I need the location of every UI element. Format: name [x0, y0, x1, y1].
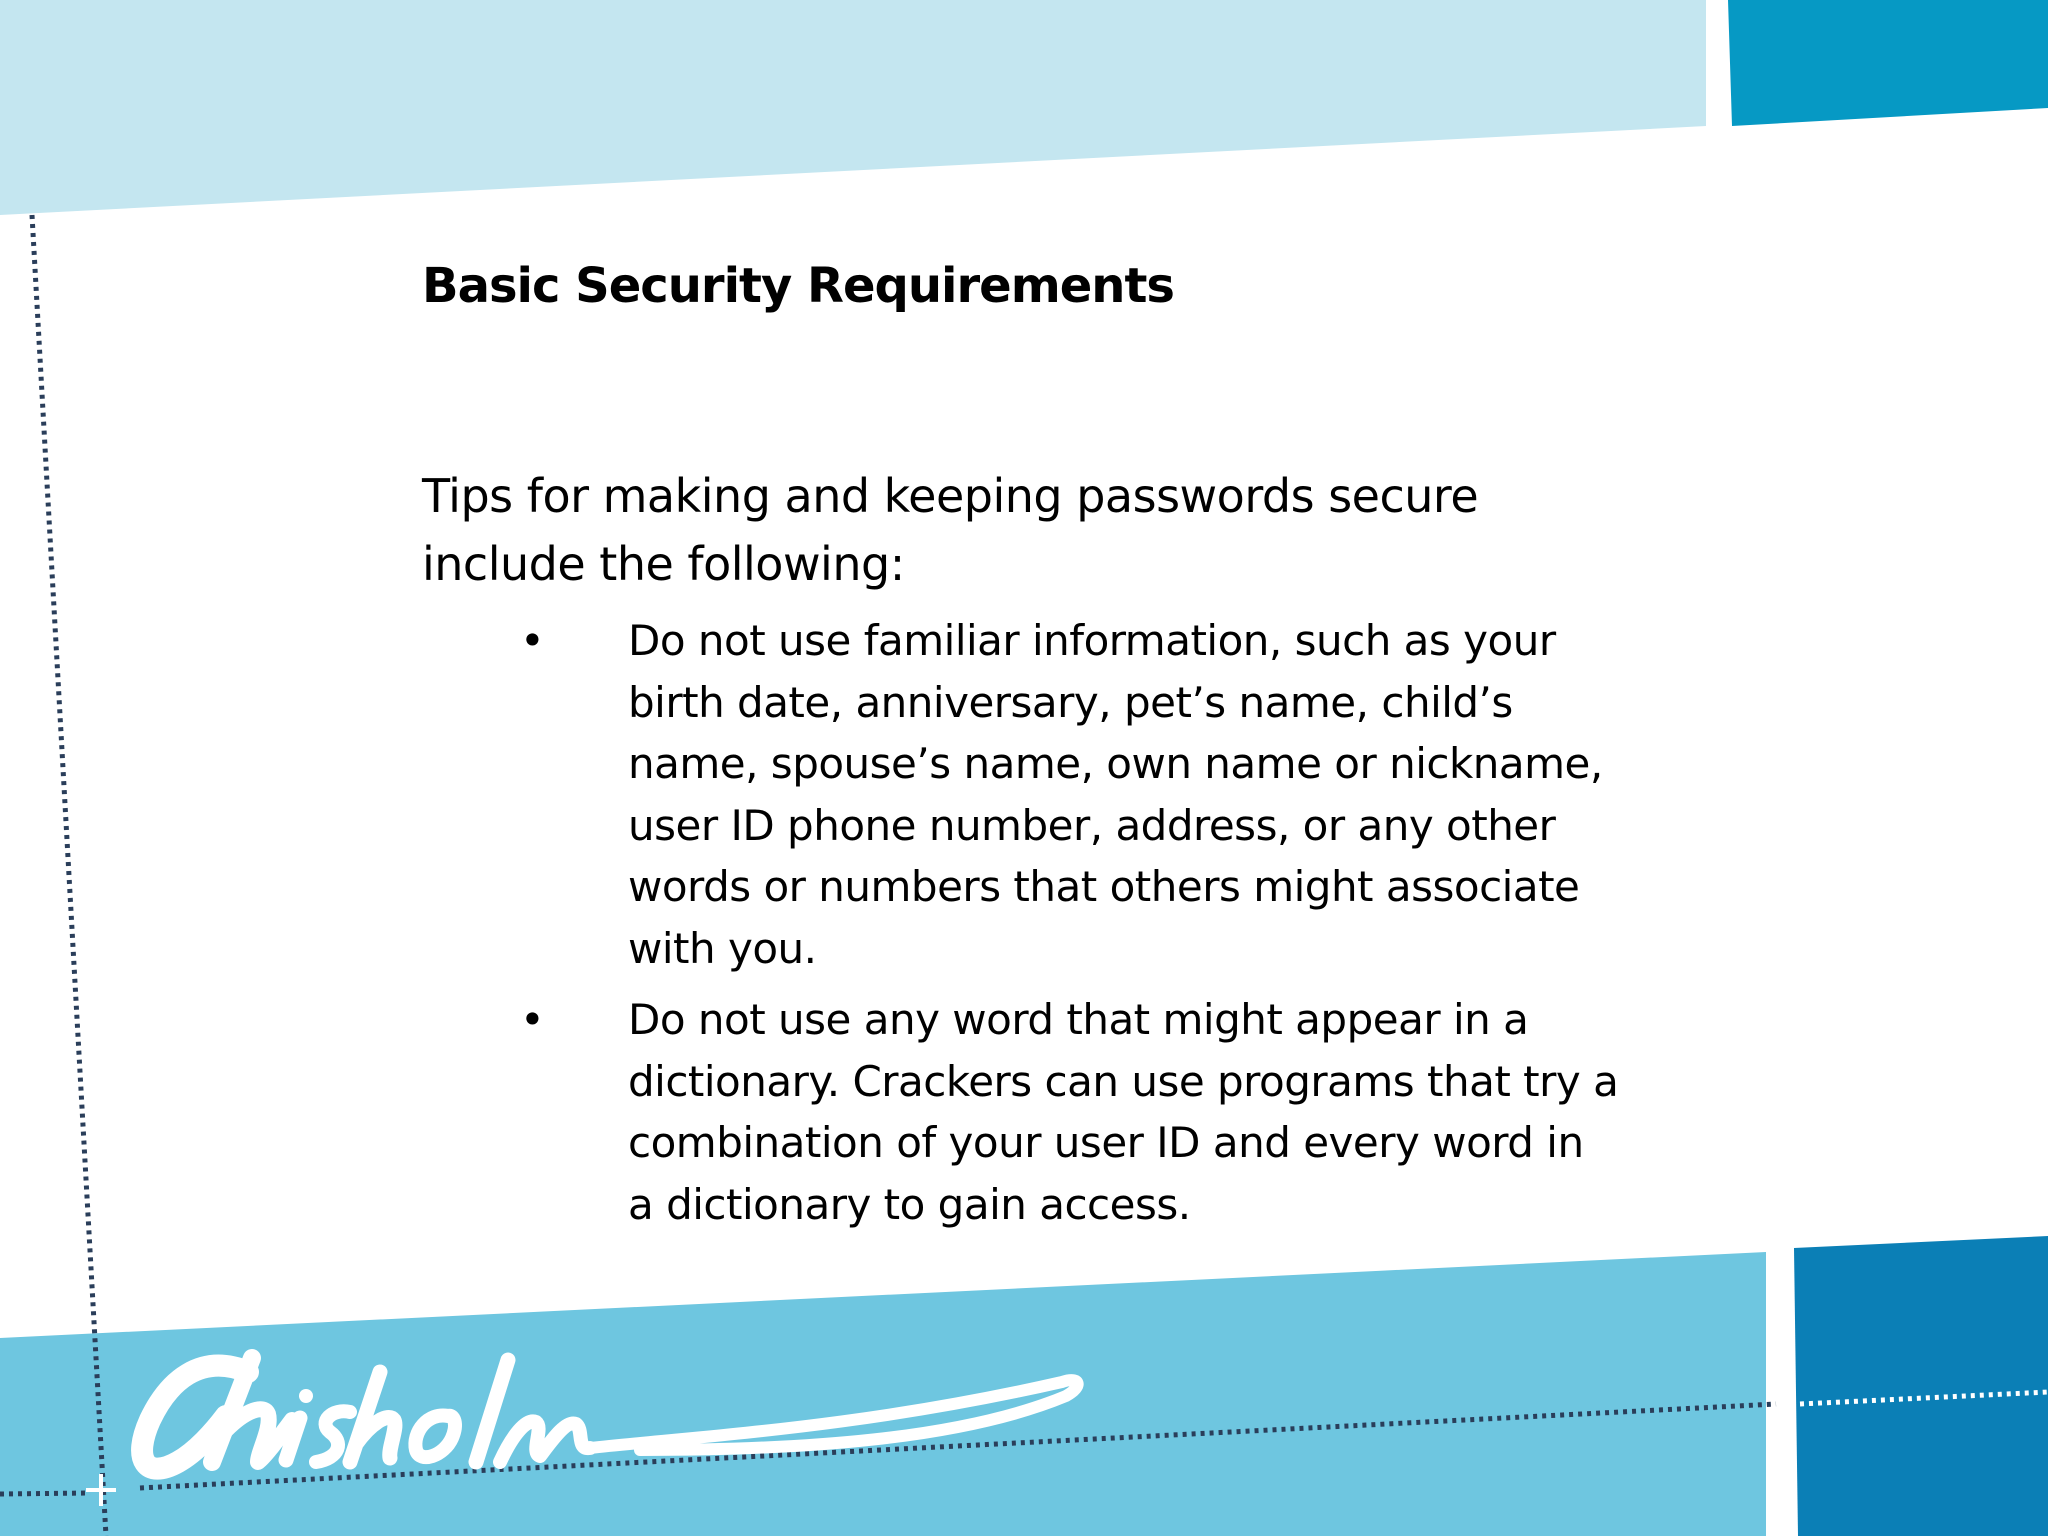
top-light-blue-band: [0, 0, 1706, 215]
bullet-text: Do not use any word that might appear in a dictionary. Crackers can use programs that try a combination of your user ID and every word in a dictionary to gain access.: [628, 995, 1619, 1229]
slide-title: Basic Security Requirements: [422, 258, 1174, 314]
bullet-item: [520, 610, 1620, 979]
top-right-blue-block: [1728, 0, 2048, 126]
bullet-item: [520, 989, 1620, 1235]
bullet-text: Do not use familiar information, such as your birth date, anniversary, pet’s name, child’s name, spouse’s name, own name or nickname, user ID phone number, address, or any other words or numbers that others might associate with you.: [628, 616, 1603, 973]
bullet-marker: •: [520, 995, 545, 1044]
bottom-blue-band: [0, 1252, 1766, 1536]
intro-paragraph: Tips for making and keeping passwords secure include the following:: [422, 469, 1479, 591]
bullet-list: [520, 610, 1620, 1245]
bullet-marker: •: [520, 616, 545, 665]
bottom-right-blue-block: [1794, 1236, 2048, 1536]
